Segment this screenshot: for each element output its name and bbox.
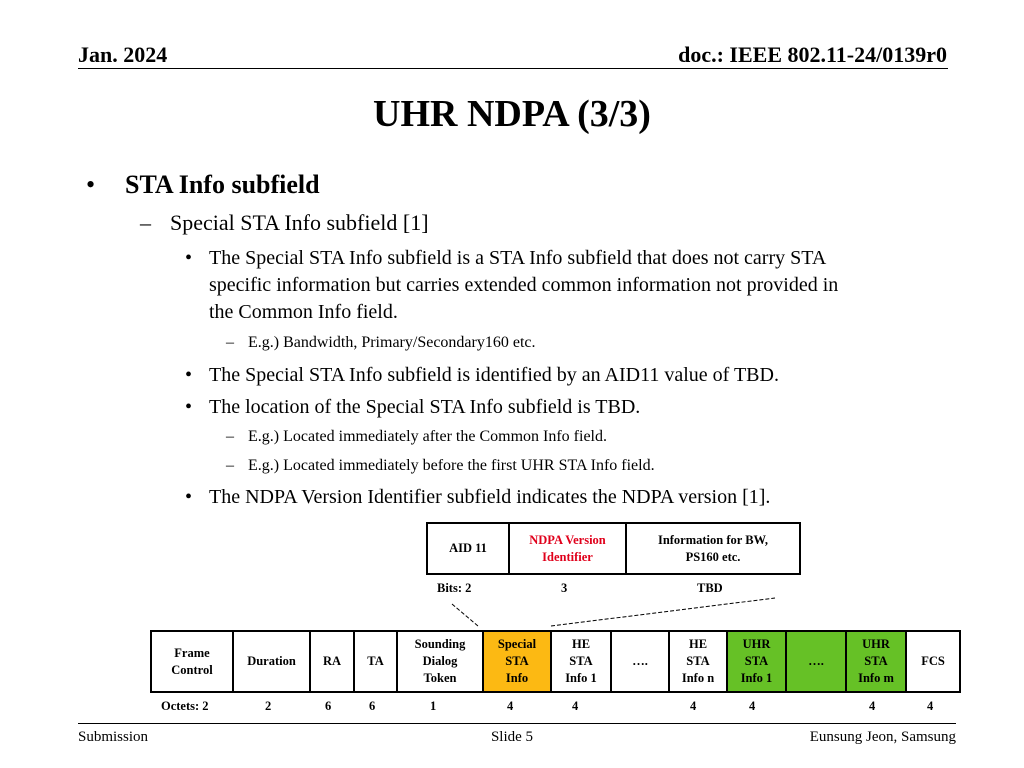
footer-slide-number: Slide 5 [490, 729, 534, 745]
sub-bullet-before-uhr-sta: E.g.) Located immediately before the first UHR STA Info field. [248, 457, 655, 474]
octets-value: 4 [572, 699, 579, 713]
bits-label: Bits: 2 [437, 581, 472, 595]
footer-author: Eunsung Jeon, Samsung [809, 729, 956, 745]
field-he-sta-info-1: HE STA Info 1 [551, 631, 611, 692]
header-doc-id: doc.: IEEE 802.11-24/0139r0 [678, 42, 947, 67]
octets-value: 4 [690, 699, 697, 713]
field-duration: Duration [233, 631, 310, 692]
text-line: the Common Info field. [209, 301, 398, 323]
slide-title: UHR NDPA (3/3) [373, 93, 651, 135]
field-sounding-dialog-token: Sounding Dialog Token [397, 631, 483, 692]
bullet-marker: • [185, 364, 193, 386]
dash-marker: – [140, 210, 151, 235]
field-uhr-ellipsis: …. [786, 631, 846, 692]
connector-right [551, 598, 775, 626]
text-line: The Special STA Info subfield is a STA Info subfield that does not carry STA [209, 247, 827, 269]
octets-value: 4 [749, 699, 756, 713]
octets-value: 2 [265, 699, 272, 713]
octets-value: 6 [325, 699, 332, 713]
field-ta: TA [354, 631, 397, 692]
bullet-aid11-identification: The Special STA Info subfield is identified by an AID11 value of TBD. [209, 364, 779, 386]
field-frame-control: Frame Control [151, 631, 233, 692]
bits-value: 3 [561, 581, 568, 595]
field-bw-info: Information for BW, PS160 etc. [626, 523, 800, 574]
dash-marker: – [226, 428, 234, 445]
field-uhr-sta-info-m: UHR STA Info m [846, 631, 906, 692]
bullet-marker: • [185, 396, 193, 418]
bullet-special-sta-info: Special STA Info subfield [1] [170, 210, 429, 235]
field-he-ellipsis: …. [611, 631, 669, 692]
field-ndpa-version-identifier: NDPA Version Identifier [509, 523, 626, 574]
dash-marker: – [226, 457, 234, 474]
field-fcs: FCS [906, 631, 960, 692]
bullet-sta-info-subfield: STA Info subfield [125, 170, 320, 199]
octets-value: 1 [430, 699, 437, 713]
octets-label: Octets: 2 [161, 699, 209, 713]
sub-bullet-example-bw: E.g.) Bandwidth, Primary/Secondary160 etc. [248, 334, 536, 351]
field-he-sta-info-n: HE STA Info n [669, 631, 727, 692]
field-uhr-sta-info-1: UHR STA Info 1 [727, 631, 786, 692]
footer-divider [78, 723, 956, 724]
header-date: Jan. 2024 [78, 42, 168, 67]
ndpa-frame-table [150, 630, 961, 693]
bullet-location-tbd: The location of the Special STA Info subfield is TBD. [209, 396, 641, 418]
text-line: specific information but carries extended common information not provided in [209, 274, 839, 296]
sub-bullet-after-common-info: E.g.) Located immediately after the Common Info field. [248, 428, 607, 445]
bullet-ndpa-version: The NDPA Version Identifier subfield indicates the NDPA version [1]. [209, 486, 771, 508]
connector-left [452, 604, 478, 626]
bullet-marker: • [185, 247, 193, 269]
bullet-marker: • [185, 486, 193, 508]
field-aid11: AID 11 [427, 523, 509, 574]
field-ra: RA [310, 631, 354, 692]
field-special-sta-info: Special STA Info [483, 631, 551, 692]
dash-marker: – [226, 334, 234, 351]
bits-value: TBD [697, 581, 723, 595]
octets-value: 4 [507, 699, 514, 713]
bullet-marker: • [86, 170, 96, 199]
octets-value: 4 [869, 699, 876, 713]
octets-value: 4 [927, 699, 934, 713]
octets-value: 6 [369, 699, 376, 713]
footer-submission: Submission [78, 729, 149, 745]
